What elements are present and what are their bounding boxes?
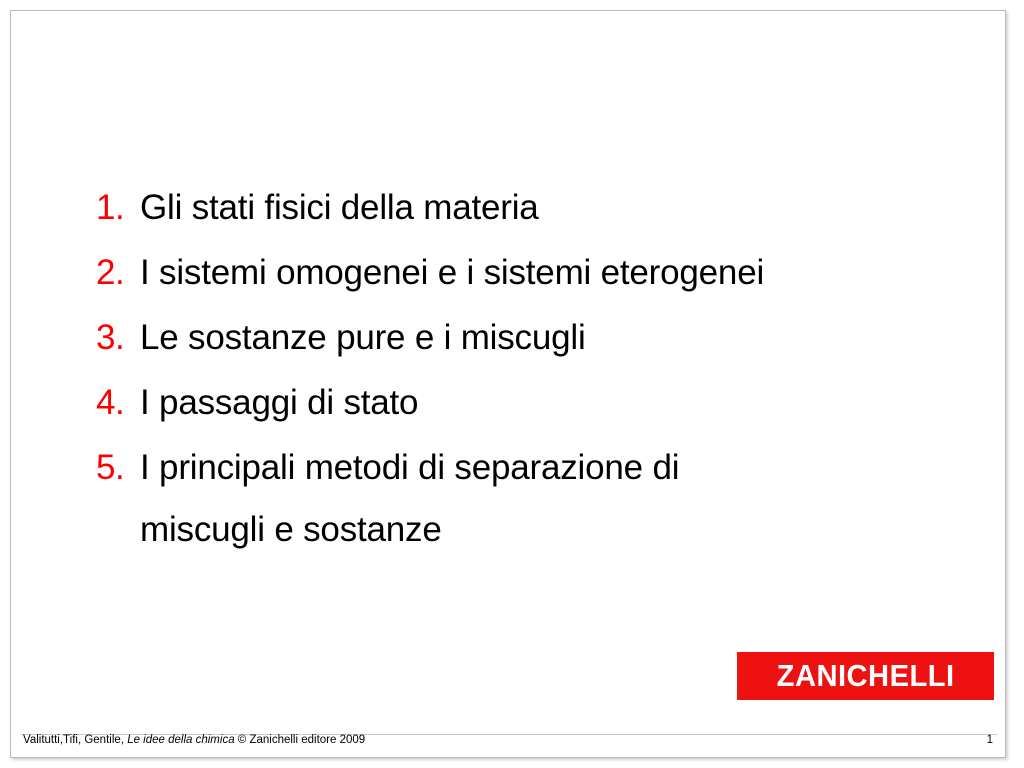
list-item-number: 4.: [96, 383, 125, 422]
list-item-number: 2.: [96, 253, 125, 292]
list-item-line-1: I principali metodi di separazione di: [140, 448, 680, 487]
list-item: [96, 186, 986, 230]
list-item: [96, 251, 986, 295]
numbered-topic-list: [96, 186, 986, 573]
list-item-label: [140, 446, 679, 552]
credit-publisher: © Zanichelli editore 2009: [234, 734, 366, 746]
list-item-label: I passaggi di stato: [140, 383, 419, 422]
list-item: [96, 316, 986, 360]
list-item-number: 3.: [96, 318, 125, 357]
copyright-credit: [23, 734, 365, 746]
list-item-number: 1.: [96, 188, 125, 227]
list-item: [96, 381, 986, 425]
zanichelli-logo: [737, 652, 994, 700]
slide-footer: [11, 725, 1007, 749]
credit-authors: Valitutti,Tifi, Gentile,: [23, 734, 128, 746]
slide-body: [10, 10, 1006, 758]
zanichelli-logo-label: ZANICHELLI: [776, 658, 955, 693]
list-item-number: 5.: [96, 448, 125, 487]
list-item-label: Gli stati fisici della materia: [140, 188, 539, 227]
list-item: [96, 446, 986, 552]
page-number: 1: [986, 734, 993, 746]
list-item-label: I sistemi omogenei e i sistemi eterogenei: [140, 253, 765, 292]
list-item-line-2: miscugli e sostanze: [140, 510, 442, 549]
list-item-label: Le sostanze pure e i miscugli: [140, 318, 586, 357]
credit-title: Le idee della chimica: [127, 734, 235, 746]
